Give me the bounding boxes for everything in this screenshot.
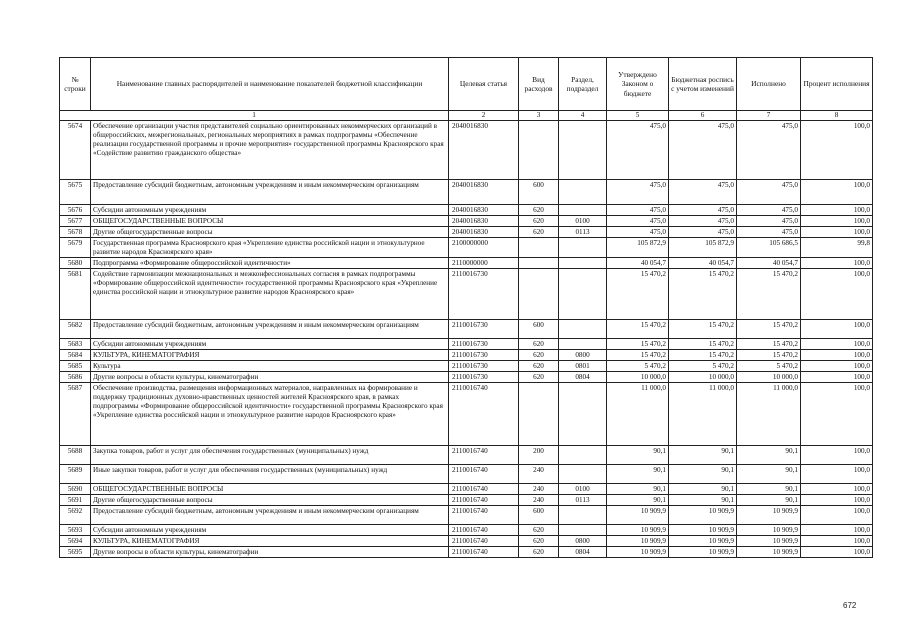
execution-percent: 100,0 bbox=[801, 525, 873, 536]
expense-type: 620 bbox=[519, 205, 559, 216]
column-number: 3 bbox=[519, 111, 559, 121]
budget-plan-amount: 105 872,9 bbox=[669, 238, 737, 258]
row-number: 5684 bbox=[60, 350, 91, 361]
row-name: Предоставление субсидий бюджетным, автономным учреждениям и иным некоммерческим организациям bbox=[91, 320, 449, 339]
row-number: 5677 bbox=[60, 216, 91, 227]
target-article: 2100000000 bbox=[449, 238, 519, 258]
expense-type: 620 bbox=[519, 350, 559, 361]
budget-plan-amount: 10 909,9 bbox=[669, 547, 737, 558]
execution-percent: 100,0 bbox=[801, 495, 873, 506]
expense-type bbox=[519, 121, 559, 180]
target-article: 2040016830 bbox=[449, 180, 519, 205]
target-article: 2110016740 bbox=[449, 484, 519, 495]
section-code bbox=[559, 465, 607, 484]
column-number: 8 bbox=[801, 111, 873, 121]
table-row bbox=[60, 506, 873, 525]
section-code bbox=[559, 446, 607, 465]
column-number: 1 bbox=[60, 111, 449, 121]
expense-type: 620 bbox=[519, 339, 559, 350]
budget-plan-amount: 15 470,2 bbox=[669, 339, 737, 350]
table-row bbox=[60, 536, 873, 547]
execution-percent: 100,0 bbox=[801, 216, 873, 227]
row-number: 5682 bbox=[60, 320, 91, 339]
table-row bbox=[60, 495, 873, 506]
approved-amount: 10 909,9 bbox=[607, 536, 669, 547]
target-article: 2110016740 bbox=[449, 495, 519, 506]
page-number: 672 bbox=[843, 601, 857, 610]
executed-amount: 90,1 bbox=[737, 495, 801, 506]
approved-amount: 475,0 bbox=[607, 121, 669, 180]
section-code bbox=[559, 205, 607, 216]
approved-amount: 5 470,2 bbox=[607, 361, 669, 372]
target-article: 2110016740 bbox=[449, 383, 519, 446]
row-name: Предоставление субсидий бюджетным, автономным учреждениям и иным некоммерческим организациям bbox=[91, 180, 449, 205]
section-code bbox=[559, 506, 607, 525]
budget-plan-amount: 10 909,9 bbox=[669, 536, 737, 547]
table-row bbox=[60, 180, 873, 205]
row-name: Иные закупки товаров, работ и услуг для обеспечения государственных (муниципальных) нужд bbox=[91, 465, 449, 484]
row-number: 5689 bbox=[60, 465, 91, 484]
budget-plan-amount: 10 909,9 bbox=[669, 506, 737, 525]
section-code bbox=[559, 525, 607, 536]
budget-plan-amount: 475,0 bbox=[669, 205, 737, 216]
target-article: 2040016830 bbox=[449, 216, 519, 227]
expense-type: 620 bbox=[519, 372, 559, 383]
execution-percent: 100,0 bbox=[801, 361, 873, 372]
budget-plan-amount: 15 470,2 bbox=[669, 320, 737, 339]
section-code bbox=[559, 339, 607, 350]
row-number: 5681 bbox=[60, 269, 91, 320]
executed-amount: 475,0 bbox=[737, 227, 801, 238]
target-article: 2110016740 bbox=[449, 446, 519, 465]
approved-amount: 10 000,0 bbox=[607, 372, 669, 383]
section-code: 0801 bbox=[559, 361, 607, 372]
approved-amount: 105 872,9 bbox=[607, 238, 669, 258]
section-code bbox=[559, 258, 607, 269]
budget-plan-amount: 475,0 bbox=[669, 121, 737, 180]
section-code: 0100 bbox=[559, 484, 607, 495]
header-executed: Исполнено bbox=[737, 58, 801, 111]
executed-amount: 10 909,9 bbox=[737, 525, 801, 536]
row-name: Другие вопросы в области культуры, кинематографии bbox=[91, 547, 449, 558]
row-name: Другие вопросы в области культуры, кинематографии bbox=[91, 372, 449, 383]
expense-type bbox=[519, 238, 559, 258]
table-row bbox=[60, 465, 873, 484]
header-row-number: № строки bbox=[60, 58, 91, 111]
execution-percent: 100,0 bbox=[801, 484, 873, 495]
row-number: 5695 bbox=[60, 547, 91, 558]
table-row bbox=[60, 525, 873, 536]
expense-type: 240 bbox=[519, 484, 559, 495]
section-code: 0800 bbox=[559, 536, 607, 547]
execution-percent: 100,0 bbox=[801, 339, 873, 350]
target-article: 2110016740 bbox=[449, 506, 519, 525]
table-row bbox=[60, 361, 873, 372]
row-name: Другие общегосударственные вопросы bbox=[91, 227, 449, 238]
table-row bbox=[60, 350, 873, 361]
budget-execution-table bbox=[59, 57, 873, 558]
section-code: 0804 bbox=[559, 547, 607, 558]
budget-plan-amount: 90,1 bbox=[669, 446, 737, 465]
target-article: 2040016830 bbox=[449, 227, 519, 238]
approved-amount: 475,0 bbox=[607, 180, 669, 205]
header-name: Наименование главных распорядителей и наименование показателей бюджетной классификации bbox=[91, 58, 449, 111]
column-number: 6 bbox=[669, 111, 737, 121]
table-row bbox=[60, 269, 873, 320]
execution-percent: 100,0 bbox=[801, 383, 873, 446]
approved-amount: 15 470,2 bbox=[607, 320, 669, 339]
budget-plan-amount: 5 470,2 bbox=[669, 361, 737, 372]
execution-percent: 100,0 bbox=[801, 506, 873, 525]
approved-amount: 90,1 bbox=[607, 495, 669, 506]
row-number: 5688 bbox=[60, 446, 91, 465]
table-row bbox=[60, 227, 873, 238]
expense-type: 240 bbox=[519, 465, 559, 484]
target-article: 2040016830 bbox=[449, 205, 519, 216]
executed-amount: 40 054,7 bbox=[737, 258, 801, 269]
row-name: Предоставление субсидий бюджетным, автономным учреждениям и иным некоммерческим организациям bbox=[91, 506, 449, 525]
row-number: 5691 bbox=[60, 495, 91, 506]
section-code bbox=[559, 269, 607, 320]
table-row bbox=[60, 372, 873, 383]
row-number: 5694 bbox=[60, 536, 91, 547]
target-article: 2040016830 bbox=[449, 121, 519, 180]
approved-amount: 90,1 bbox=[607, 465, 669, 484]
executed-amount: 10 909,9 bbox=[737, 536, 801, 547]
target-article: 2110016730 bbox=[449, 361, 519, 372]
executed-amount: 475,0 bbox=[737, 180, 801, 205]
expense-type: 240 bbox=[519, 495, 559, 506]
row-name: Обеспечение производства, размещения информационных материалов, направленных на формирование и поддержку традиционных духовно-нравственных ценностей жителей Красноярского края, в рамках подпрограммы «Формирование общероссийской идентичности» государственной программы Красноярского края «Укрепление единства российской нации и этнокультурное развитие народов Красноярского края» bbox=[91, 383, 449, 446]
target-article: 2110016730 bbox=[449, 339, 519, 350]
row-number: 5679 bbox=[60, 238, 91, 258]
header-target-article: Целевая статья bbox=[449, 58, 519, 111]
target-article: 2110016730 bbox=[449, 269, 519, 320]
table-row bbox=[60, 484, 873, 495]
table-row bbox=[60, 238, 873, 258]
approved-amount: 10 909,9 bbox=[607, 525, 669, 536]
budget-plan-amount: 40 054,7 bbox=[669, 258, 737, 269]
table-row bbox=[60, 121, 873, 180]
executed-amount: 475,0 bbox=[737, 205, 801, 216]
row-name: КУЛЬТУРА, КИНЕМАТОГРАФИЯ bbox=[91, 536, 449, 547]
execution-percent: 100,0 bbox=[801, 180, 873, 205]
approved-amount: 40 054,7 bbox=[607, 258, 669, 269]
row-name: Субсидии автономным учреждениям bbox=[91, 339, 449, 350]
table-row bbox=[60, 216, 873, 227]
execution-percent: 100,0 bbox=[801, 536, 873, 547]
execution-percent: 100,0 bbox=[801, 258, 873, 269]
table-row bbox=[60, 339, 873, 350]
row-name: Субсидии автономным учреждениям bbox=[91, 205, 449, 216]
row-number: 5692 bbox=[60, 506, 91, 525]
header-approved: Утверждено Законом о бюджете bbox=[607, 58, 669, 111]
table-row bbox=[60, 320, 873, 339]
executed-amount: 5 470,2 bbox=[737, 361, 801, 372]
section-code: 0100 bbox=[559, 216, 607, 227]
executed-amount: 15 470,2 bbox=[737, 320, 801, 339]
approved-amount: 475,0 bbox=[607, 216, 669, 227]
header-percent: Процент исполнения bbox=[801, 58, 873, 111]
row-number: 5676 bbox=[60, 205, 91, 216]
budget-plan-amount: 475,0 bbox=[669, 227, 737, 238]
target-article: 2110016740 bbox=[449, 465, 519, 484]
expense-type: 620 bbox=[519, 536, 559, 547]
expense-type: 620 bbox=[519, 216, 559, 227]
budget-plan-amount: 475,0 bbox=[669, 216, 737, 227]
approved-amount: 15 470,2 bbox=[607, 339, 669, 350]
target-article: 2110016740 bbox=[449, 536, 519, 547]
section-code: 0804 bbox=[559, 372, 607, 383]
row-name: ОБЩЕГОСУДАРСТВЕННЫЕ ВОПРОСЫ bbox=[91, 484, 449, 495]
execution-percent: 100,0 bbox=[801, 320, 873, 339]
table-row bbox=[60, 258, 873, 269]
execution-percent: 100,0 bbox=[801, 446, 873, 465]
execution-percent: 100,0 bbox=[801, 227, 873, 238]
executed-amount: 90,1 bbox=[737, 446, 801, 465]
expense-type: 600 bbox=[519, 320, 559, 339]
row-number: 5685 bbox=[60, 361, 91, 372]
row-number: 5680 bbox=[60, 258, 91, 269]
execution-percent: 100,0 bbox=[801, 205, 873, 216]
section-code bbox=[559, 320, 607, 339]
budget-plan-amount: 15 470,2 bbox=[669, 269, 737, 320]
target-article: 2110016730 bbox=[449, 350, 519, 361]
execution-percent: 99,8 bbox=[801, 238, 873, 258]
execution-percent: 100,0 bbox=[801, 547, 873, 558]
column-number-row bbox=[60, 111, 873, 121]
expense-type: 620 bbox=[519, 547, 559, 558]
row-number: 5690 bbox=[60, 484, 91, 495]
row-name: Государственная программа Красноярского края «Укрепление единства российской нации и этнокультурное развитие народов Красноярского края» bbox=[91, 238, 449, 258]
executed-amount: 475,0 bbox=[737, 121, 801, 180]
approved-amount: 10 909,9 bbox=[607, 506, 669, 525]
row-name: Подпрограмма «Формирование общероссийской идентичности» bbox=[91, 258, 449, 269]
executed-amount: 15 470,2 bbox=[737, 350, 801, 361]
expense-type bbox=[519, 383, 559, 446]
expense-type bbox=[519, 269, 559, 320]
execution-percent: 100,0 bbox=[801, 121, 873, 180]
section-code: 0800 bbox=[559, 350, 607, 361]
approved-amount: 90,1 bbox=[607, 446, 669, 465]
target-article: 2110016740 bbox=[449, 547, 519, 558]
section-code bbox=[559, 180, 607, 205]
approved-amount: 15 470,2 bbox=[607, 269, 669, 320]
target-article: 2110016730 bbox=[449, 372, 519, 383]
approved-amount: 90,1 bbox=[607, 484, 669, 495]
budget-plan-amount: 90,1 bbox=[669, 495, 737, 506]
target-article: 2110016730 bbox=[449, 320, 519, 339]
section-code bbox=[559, 383, 607, 446]
table-row bbox=[60, 205, 873, 216]
section-code bbox=[559, 238, 607, 258]
budget-plan-amount: 10 000,0 bbox=[669, 372, 737, 383]
table-body bbox=[60, 121, 873, 558]
executed-amount: 15 470,2 bbox=[737, 269, 801, 320]
table-row bbox=[60, 547, 873, 558]
execution-percent: 100,0 bbox=[801, 465, 873, 484]
budget-plan-amount: 15 470,2 bbox=[669, 350, 737, 361]
column-number: 2 bbox=[449, 111, 519, 121]
column-number: 4 bbox=[559, 111, 607, 121]
executed-amount: 475,0 bbox=[737, 216, 801, 227]
column-number: 5 bbox=[607, 111, 669, 121]
executed-amount: 105 686,5 bbox=[737, 238, 801, 258]
expense-type: 620 bbox=[519, 227, 559, 238]
header-budget-plan: Бюджетная роспись с учетом изменений bbox=[669, 58, 737, 111]
section-code: 0113 bbox=[559, 495, 607, 506]
execution-percent: 100,0 bbox=[801, 269, 873, 320]
executed-amount: 90,1 bbox=[737, 484, 801, 495]
executed-amount: 11 000,0 bbox=[737, 383, 801, 446]
expense-type: 620 bbox=[519, 525, 559, 536]
executed-amount: 90,1 bbox=[737, 465, 801, 484]
budget-plan-amount: 90,1 bbox=[669, 465, 737, 484]
section-code: 0113 bbox=[559, 227, 607, 238]
header-expense-type: Вид расходов bbox=[519, 58, 559, 111]
row-name: Закупка товаров, работ и услуг для обеспечения государственных (муниципальных) нужд bbox=[91, 446, 449, 465]
execution-percent: 100,0 bbox=[801, 350, 873, 361]
row-name: Субсидии автономным учреждениям bbox=[91, 525, 449, 536]
row-number: 5687 bbox=[60, 383, 91, 446]
table-row bbox=[60, 446, 873, 465]
row-name: Другие общегосударственные вопросы bbox=[91, 495, 449, 506]
row-number: 5693 bbox=[60, 525, 91, 536]
executed-amount: 10 909,9 bbox=[737, 506, 801, 525]
row-number: 5675 bbox=[60, 180, 91, 205]
budget-plan-amount: 475,0 bbox=[669, 180, 737, 205]
header-section: Раздел, подраздел bbox=[559, 58, 607, 111]
section-code bbox=[559, 121, 607, 180]
row-name: Культура bbox=[91, 361, 449, 372]
expense-type: 620 bbox=[519, 361, 559, 372]
row-number: 5686 bbox=[60, 372, 91, 383]
execution-percent: 100,0 bbox=[801, 372, 873, 383]
table-row bbox=[60, 383, 873, 446]
budget-plan-amount: 11 000,0 bbox=[669, 383, 737, 446]
column-number: 7 bbox=[737, 111, 801, 121]
row-name: Содействие гармонизации межнациональных и межконфессиональных согласия в рамках подпрограммы «Формирование общероссийской идентичности» государственной программы Красноярского края «Укрепление единства российской нации и этнокультурное развитие народов Красноярского края» bbox=[91, 269, 449, 320]
approved-amount: 11 000,0 bbox=[607, 383, 669, 446]
target-article: 2110016740 bbox=[449, 525, 519, 536]
row-number: 5674 bbox=[60, 121, 91, 180]
row-name: КУЛЬТУРА, КИНЕМАТОГРАФИЯ bbox=[91, 350, 449, 361]
target-article: 2110000000 bbox=[449, 258, 519, 269]
row-number: 5678 bbox=[60, 227, 91, 238]
executed-amount: 10 000,0 bbox=[737, 372, 801, 383]
approved-amount: 10 909,9 bbox=[607, 547, 669, 558]
expense-type bbox=[519, 258, 559, 269]
expense-type: 600 bbox=[519, 506, 559, 525]
executed-amount: 15 470,2 bbox=[737, 339, 801, 350]
expense-type: 600 bbox=[519, 180, 559, 205]
row-name: Обеспечение организации участия представителей социально ориентированных некоммерческих организаций в общероссийских, межрегиональных, региональных мероприятиях в рамках подпрограммы «Обеспечение реализации государственной программы и прочие мероприятия» государственной программы Красноярского края «Содействие развитию гражданского общества» bbox=[91, 121, 449, 180]
executed-amount: 10 909,9 bbox=[737, 547, 801, 558]
approved-amount: 475,0 bbox=[607, 205, 669, 216]
table-header-row bbox=[60, 58, 873, 111]
expense-type: 200 bbox=[519, 446, 559, 465]
budget-plan-amount: 10 909,9 bbox=[669, 525, 737, 536]
approved-amount: 475,0 bbox=[607, 227, 669, 238]
row-number: 5683 bbox=[60, 339, 91, 350]
row-name: ОБЩЕГОСУДАРСТВЕННЫЕ ВОПРОСЫ bbox=[91, 216, 449, 227]
approved-amount: 15 470,2 bbox=[607, 350, 669, 361]
budget-plan-amount: 90,1 bbox=[669, 484, 737, 495]
